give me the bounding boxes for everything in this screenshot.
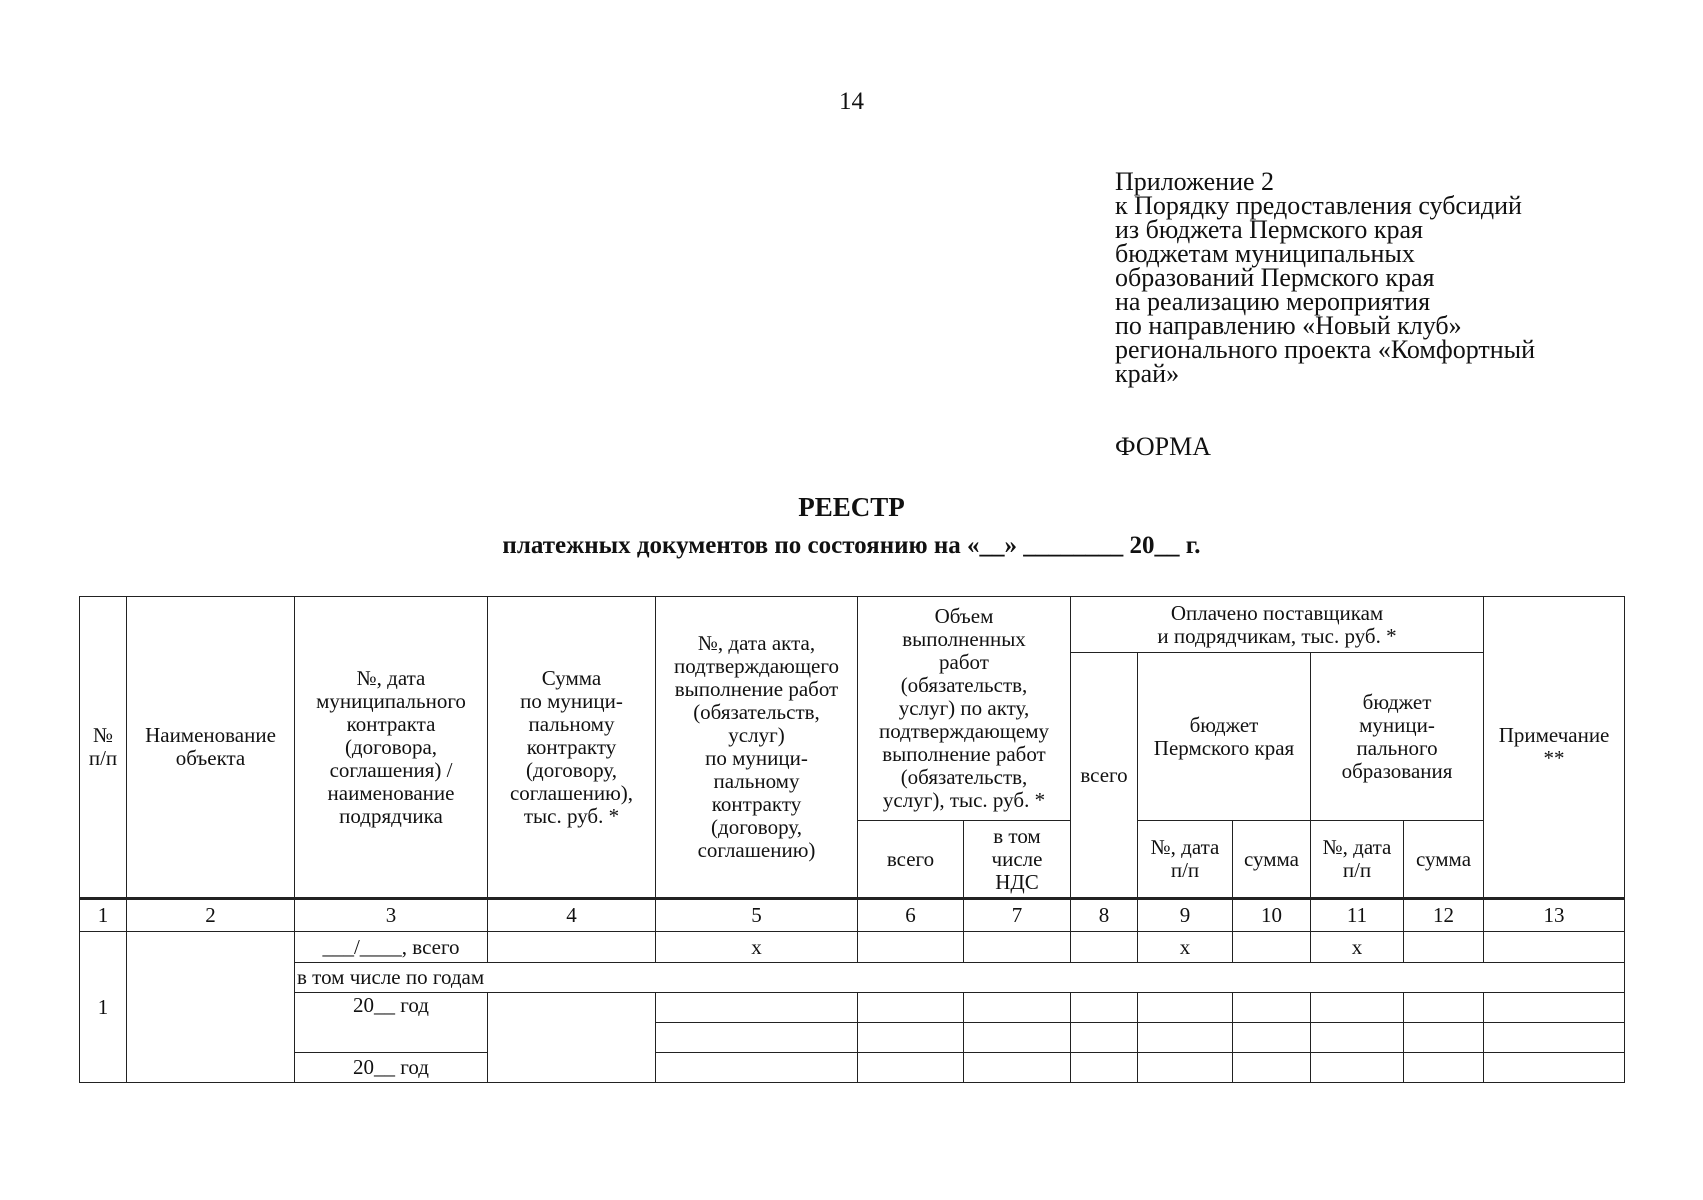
header-regional-doc: №, дата п/п (1138, 821, 1233, 899)
column-number: 1 (80, 899, 127, 932)
header-contract-sum: Сумма по муници- пальному контракту (договору, соглашению), тыс. руб. * (488, 597, 656, 899)
column-number: 5 (656, 899, 858, 932)
cell (964, 993, 1071, 1023)
header-num: № п/п (80, 597, 127, 899)
year-label: 20__ год (295, 993, 488, 1053)
by-years-label: в том числе по годам (295, 963, 1625, 993)
cell (1404, 1023, 1484, 1053)
paid-total-cell (1071, 932, 1138, 963)
column-number: 9 (1138, 899, 1233, 932)
cell (1138, 1023, 1233, 1053)
cell (1071, 1023, 1138, 1053)
row-number: 1 (80, 932, 127, 1083)
appendix-line: регионального проекта «Комфортный (1115, 335, 1536, 364)
column-number: 7 (964, 899, 1071, 932)
registry-table (79, 596, 1625, 1083)
cell (656, 1023, 858, 1053)
header-act: №, дата акта, подтверждающего выполнение работ (обязательств, услуг) по муници- пальному контракту (договору, соглашению) (656, 597, 858, 899)
appendix-header (1115, 167, 1675, 388)
header-volume: Объем выполненных работ (обязательств, услуг) по акту, подтверждающему выполнение работ (обязательств, услуг), тыс. руб. * (858, 597, 1071, 821)
table-row (80, 993, 1625, 1023)
header-regional-budget: бюджет Пермского края (1138, 653, 1311, 821)
cell (1233, 1023, 1311, 1053)
cell (656, 993, 858, 1023)
volume-vat-cell (964, 932, 1071, 963)
header-regional-amount: сумма (1233, 821, 1311, 899)
document-subtitle: платежных документов по состоянию на «__» ________ 20__ г. (502, 532, 1201, 559)
header-volume-total: всего (858, 821, 964, 899)
cell (1071, 1053, 1138, 1083)
document-title: РЕЕСТР (798, 492, 905, 522)
column-number: 12 (1404, 899, 1484, 932)
cell (1233, 993, 1311, 1023)
header-municipal-amount: сумма (1404, 821, 1484, 899)
table-row (80, 1053, 1625, 1083)
appendix-line: на реализацию мероприятия (1115, 287, 1431, 316)
appendix-line: по направлению «Новый клуб» (1115, 311, 1462, 340)
cell (858, 993, 964, 1023)
header-object: Наименование объекта (127, 597, 295, 899)
column-number: 2 (127, 899, 295, 932)
cell (1484, 993, 1625, 1023)
appendix-line: бюджетам муниципальных (1115, 239, 1415, 268)
cell (1311, 1023, 1404, 1053)
header-municipal-doc: №, дата п/п (1311, 821, 1404, 899)
column-number: 13 (1484, 899, 1625, 932)
column-number: 4 (488, 899, 656, 932)
cell (1138, 993, 1233, 1023)
municipal-amount-cell (1404, 932, 1484, 963)
header-contract: №, дата муниципального контракта (договора, соглашения) / наименование подрядчика (295, 597, 488, 899)
appendix-line: край» (1115, 359, 1180, 388)
cell (1404, 1053, 1484, 1083)
header-paid-total: всего (1071, 653, 1138, 899)
column-number: 3 (295, 899, 488, 932)
object-name-cell (127, 932, 295, 1083)
note-cell (1484, 932, 1625, 963)
cell (858, 1053, 964, 1083)
table-row (80, 963, 1625, 993)
appendix-line: из бюджета Пермского края (1115, 215, 1424, 244)
contract-total-cell: ___/____, всего (295, 932, 488, 963)
form-label: ФОРМА (1115, 432, 1211, 461)
header-paid: Оплачено поставщикам и подрядчикам, тыс. руб. * (1071, 597, 1484, 653)
cell (858, 1023, 964, 1053)
table-row (80, 932, 1625, 963)
appendix-line: образований Пермского края (1115, 263, 1435, 292)
cell (656, 1053, 858, 1083)
municipal-doc-x-cell: х (1311, 932, 1404, 963)
column-number: 6 (858, 899, 964, 932)
act-x-cell: х (656, 932, 858, 963)
cell (1233, 1053, 1311, 1083)
cell (1311, 993, 1404, 1023)
column-number: 11 (1311, 899, 1404, 932)
cell (1138, 1053, 1233, 1083)
cell (1484, 1053, 1625, 1083)
cell (964, 1053, 1071, 1083)
contract-sum-cell (488, 932, 656, 963)
regional-amount-cell (1233, 932, 1311, 963)
page-number: 14 (839, 88, 864, 115)
column-number-row (80, 899, 1625, 932)
header-note: Примечание ** (1484, 597, 1625, 899)
appendix-line: к Порядку предоставления субсидий (1115, 191, 1522, 220)
column-number: 10 (1233, 899, 1311, 932)
year-sum-cell (488, 993, 656, 1083)
cell (1311, 1053, 1404, 1083)
volume-total-cell (858, 932, 964, 963)
cell (964, 1023, 1071, 1053)
column-number: 8 (1071, 899, 1138, 932)
cell (1484, 1023, 1625, 1053)
cell (1404, 993, 1484, 1023)
year-label: 20__ год (295, 1053, 488, 1083)
header-municipal-budget: бюджет муници- пального образования (1311, 653, 1484, 821)
cell (1071, 993, 1138, 1023)
appendix-line: Приложение 2 (1115, 167, 1275, 196)
header-volume-vat: в том числе НДС (964, 821, 1071, 899)
regional-doc-x-cell: х (1138, 932, 1233, 963)
